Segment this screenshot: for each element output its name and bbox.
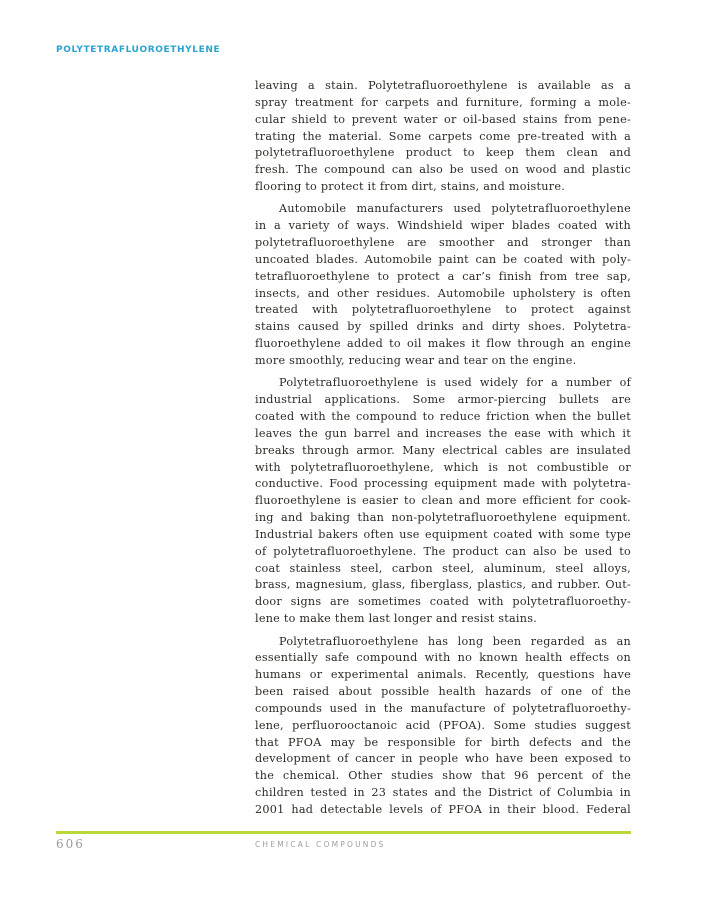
text-line: coated with the compound to reduce friction when the bullet xyxy=(255,410,631,424)
text-line: brass, magnesium, glass, fiberglass, plastics, and rubber. Out- xyxy=(255,578,631,592)
text-line: treated with polytetrafluoroethylene to protect against xyxy=(255,303,631,317)
text-line: trating the material. Some carpets come pre-treated with a xyxy=(255,129,631,143)
text-line: leaving a stain. Polytetrafluoroethylene is available as a xyxy=(255,79,631,92)
text-line: industrial applications. Some armor-piercing bullets are xyxy=(255,393,631,407)
text-line: Polytetrafluoroethylene is used widely for a number of xyxy=(279,376,631,390)
paragraph xyxy=(255,375,631,628)
text-line: uncoated blades. Automobile paint can be coated with poly- xyxy=(255,252,631,266)
text-line: polytetrafluoroethylene are smoother and stronger than xyxy=(255,236,631,250)
text-line: more smoothly, reducing wear and tear on the engine. xyxy=(255,354,577,367)
text-line: Industrial bakers often use equipment coated with some type xyxy=(255,527,631,541)
text-line: of polytetrafluoroethylene. The product can also be used to xyxy=(255,544,631,558)
text-line: Polytetrafluoroethylene has long been regarded as an xyxy=(279,634,631,648)
text-line: fluoroethylene added to oil makes it flow through an engine xyxy=(255,337,631,351)
text-line: compounds used in the manufacture of polytetrafluoroethy- xyxy=(255,701,631,715)
text-line: cular shield to prevent water or oil-based stains from pene- xyxy=(255,112,631,126)
text-line: fluoroethylene is easier to clean and more efficient for cook- xyxy=(255,494,631,508)
footer-book-title: CHEMICAL COMPOUNDS xyxy=(255,840,386,849)
text-line: insects, and other residues. Automobile upholstery is often xyxy=(255,286,631,300)
text-line: flooring to protect it from dirt, stains, and moisture. xyxy=(255,180,565,194)
text-line: 2001 had detectable levels of PFOA in their blood. Federal xyxy=(255,802,631,816)
text-line: that PFOA may be responsible for birth defects and the xyxy=(255,735,631,749)
text-line: conductive. Food processing equipment made with polytetra- xyxy=(255,477,631,491)
text-line: spray treatment for carpets and furniture, forming a mole- xyxy=(255,95,631,109)
text-line: fresh. The compound can also be used on wood and plastic xyxy=(255,163,631,177)
text-line: Automobile manufacturers used polytetrafluoroethylene xyxy=(279,202,631,216)
text-line: with polytetrafluoroethylene, which is not combustible or xyxy=(255,460,631,474)
text-line: lene, perfluorooctanoic acid (PFOA). Some studies suggest xyxy=(255,718,631,732)
text-line: lene to make them last longer and resist stains. xyxy=(255,612,537,626)
text-line: polytetrafluoroethylene product to keep them clean and xyxy=(255,146,631,160)
text-line: humans or experimental animals. Recently, questions have xyxy=(255,668,631,682)
text-line: in a variety of ways. Windshield wiper blades coated with xyxy=(255,219,631,233)
text-line: leaves the gun barrel and increases the ease with which it xyxy=(255,426,631,440)
page-number: 606 xyxy=(56,837,85,851)
paragraph xyxy=(255,634,631,819)
text-line: the chemical. Other studies show that 96 percent of the xyxy=(255,769,631,783)
text-line: development of cancer in people who have been exposed to xyxy=(255,752,631,766)
text-line: essentially safe compound with no known health effects on xyxy=(255,651,631,665)
text-line: ing and baking than non-polytetrafluoroethylene equipment. xyxy=(255,511,631,525)
text-line: door signs are sometimes coated with polytetrafluoroethy- xyxy=(255,595,631,609)
text-line: coat stainless steel, carbon steel, aluminum, steel alloys, xyxy=(255,561,631,575)
text-line: stains caused by spilled drinks and dirty shoes. Polytetra- xyxy=(255,320,631,334)
running-head: POLYTETRAFLUOROETHYLENE xyxy=(56,45,221,55)
text-line: children tested in 23 states and the District of Columbia in xyxy=(255,786,631,800)
footer-rule xyxy=(56,831,631,834)
paragraph xyxy=(255,78,631,196)
text-line: been raised about possible health hazards of one of the xyxy=(255,685,631,699)
text-line: tetrafluoroethylene to protect a car’s finish from tree sap, xyxy=(255,269,631,283)
text-line: breaks through armor. Many electrical cables are insulated xyxy=(255,443,631,457)
paragraph xyxy=(255,201,631,369)
body-text-column xyxy=(255,78,631,819)
